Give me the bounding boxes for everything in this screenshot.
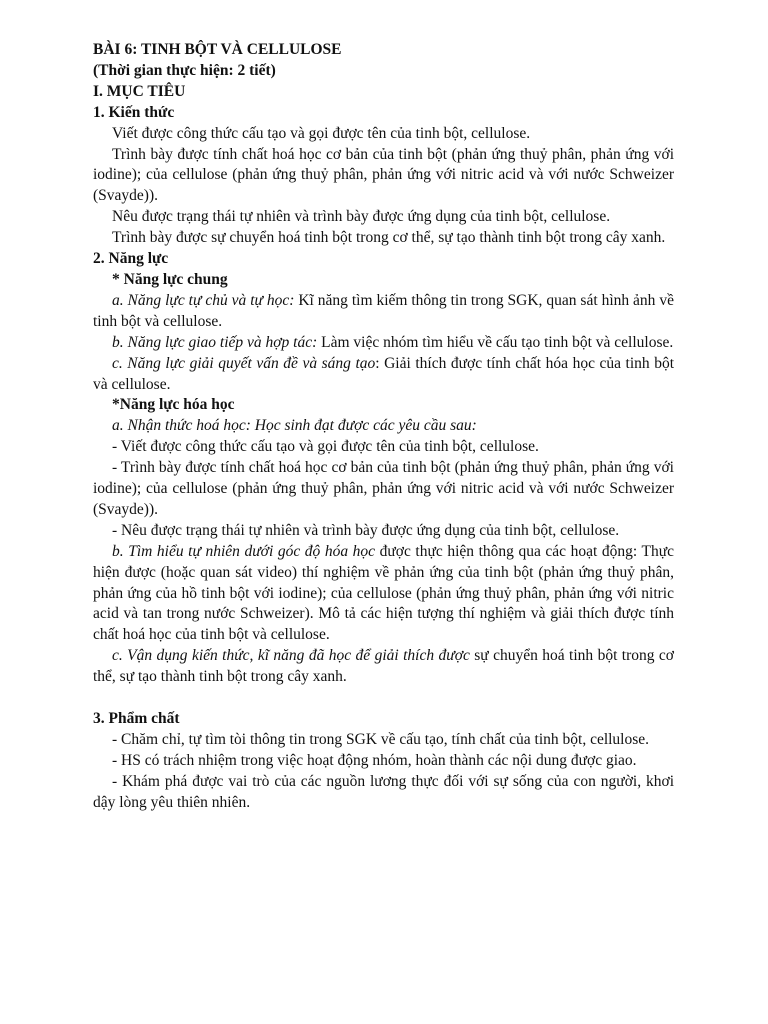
exploration-paragraph (93, 542, 674, 647)
requirement-item: - Nêu được trạng thái tự nhiên và trình bày được ứng dụng của tinh bột, cellulose. (112, 521, 620, 539)
document-page (93, 40, 674, 814)
competence-text: Kĩ năng tìm kiếm thông tin trong SGK, quan sát hình ảnh về tinh bột và cellulose. (93, 291, 674, 330)
knowledge-item: Viết được công thức cấu tạo và gọi được tên của tinh bột, cellulose. (112, 124, 531, 142)
competence-item (93, 354, 674, 396)
knowledge-item: Trình bày được tính chất hoá học cơ bản của tinh bột (phản ứng thuỷ phân, phản ứng với iodine); của cellulose (phản ứng thuỷ phân, phản ứng với nitric acid và với nước Schweizer (Svayde)). (93, 145, 674, 205)
subsection-heading-knowledge: 1. Kiến thức (93, 103, 175, 121)
chemistry-awareness-line: a. Nhận thức hoá học: Học sinh đạt được các yêu cầu sau: (112, 417, 477, 435)
competence-text: Làm việc nhóm tìm hiểu về cấu tạo tinh bột và cellulose. (317, 333, 674, 351)
subsection-heading-competence: 2. Năng lực (93, 250, 169, 268)
competence-item (93, 333, 674, 354)
knowledge-item: Nêu được trạng thái tự nhiên và trình bày được ứng dụng của tinh bột, cellulose. (112, 208, 611, 226)
quality-item: - HS có trách nhiệm trong việc hoạt động nhóm, hoàn thành các nội dung được giao. (112, 751, 637, 769)
competence-item (93, 291, 674, 333)
application-label: c. Vận dụng kiến thức, kĩ năng đã học để giải thích được (112, 647, 470, 665)
requirement-item: - Trình bày được tính chất hoá học cơ bản của tinh bột (phản ứng thuỷ phân, phản ứng với iodine); của cellulose (phản ứng thuỷ phân, phản ứng với nitric acid và với nước Schweizer (Svayde)). (93, 459, 674, 518)
chemistry-competence-heading: *Năng lực hóa học (112, 396, 235, 414)
quality-item: - Chăm chỉ, tự tìm tòi thông tin trong SGK về cấu tạo, tính chất của tinh bột, cellulose. (112, 730, 650, 748)
knowledge-item: Trình bày được sự chuyển hoá tinh bột trong cơ thể, sự tạo thành tinh bột trong cây xanh. (112, 229, 666, 247)
requirement-item: - Viết được công thức cấu tạo và gọi được tên của tinh bột, cellulose. (112, 438, 539, 456)
subsection-heading-qualities: 3. Phẩm chất (93, 709, 180, 727)
quality-item: - Khám phá được vai trò của các nguồn lương thực đối với sự sống của con người, khơi dậy lòng yêu thiên nhiên. (93, 772, 674, 811)
competence-label: a. Năng lực tự chủ và tự học: (112, 291, 295, 309)
application-paragraph (93, 646, 674, 688)
blank-line (93, 688, 674, 709)
competence-label: b. Năng lực giao tiếp và hợp tác: (112, 333, 318, 351)
document-subtitle: (Thời gian thực hiện: 2 tiết) (93, 61, 276, 79)
competence-label: c. Năng lực giải quyết vấn đề và sáng tạo (112, 354, 376, 372)
section-heading-objectives: I. MỤC TIÊU (93, 82, 186, 100)
competence-text: : Giải thích được tính chất hóa học của tinh bột và cellulose. (93, 354, 675, 393)
application-text: sự chuyển hoá tinh bột trong cơ thể, sự tạo thành tinh bột trong cây xanh. (93, 647, 674, 686)
document-title: BÀI 6: TINH BỘT VÀ CELLULOSE (93, 41, 342, 58)
exploration-text: được thực hiện thông qua các hoạt động: Thực hiện được (hoặc quan sát video) thí nghiệm về phản ứng của tinh bột (phản ứng thuỷ phân, phản ứng của hồ tinh bột với iodine); của cellulose (phản ứng thuỷ phân, phản ứng với nitric acid và tan trong nước Schweizer). Mô tả các hiện tượng thí nghiệm và giải thích được tính chất hoá học của tinh bột và cellulose. (93, 542, 674, 644)
exploration-label: b. Tìm hiểu tự nhiên dưới góc độ hóa học (112, 542, 376, 560)
general-competence-heading: * Năng lực chung (112, 270, 228, 288)
